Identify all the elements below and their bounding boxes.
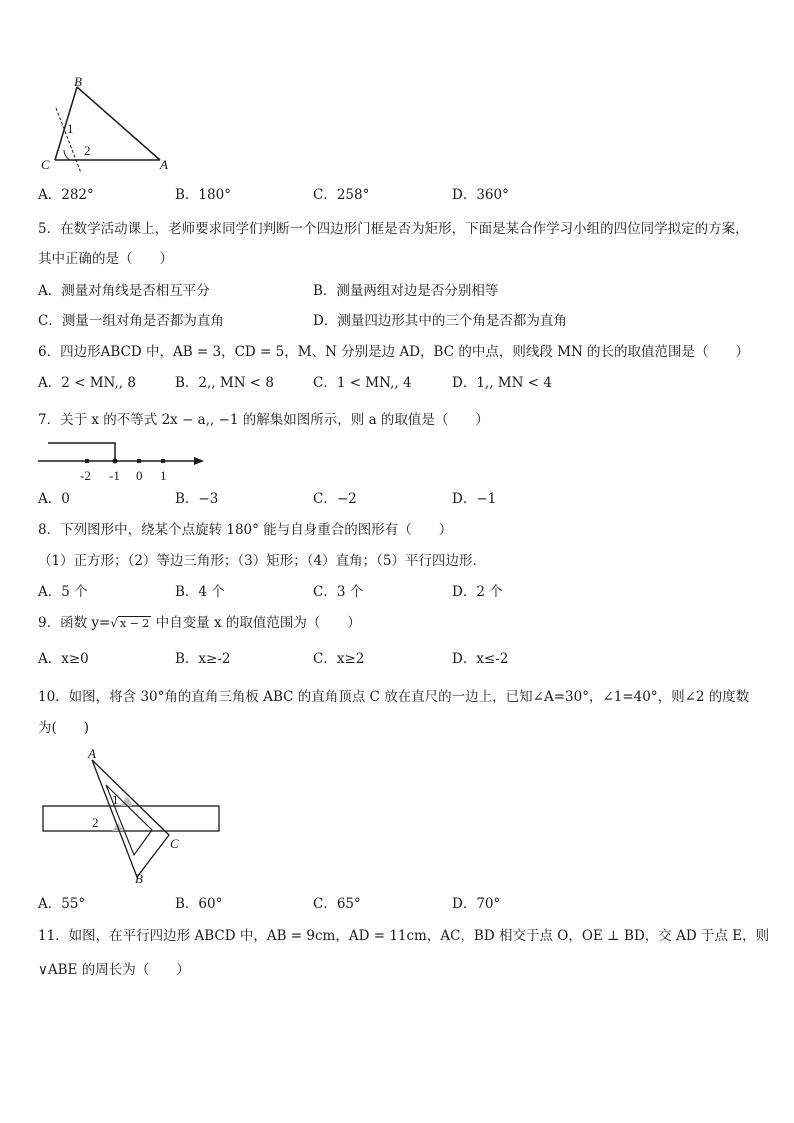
triangle-outer [92, 760, 169, 877]
q11-stem-line2: ∨ABE 的周长为（ ） [38, 962, 190, 978]
q10-stem-line2: 为( ) [38, 720, 90, 736]
label-b: B [135, 871, 143, 886]
label-angle-2: 2 [92, 815, 99, 830]
angle-arc [64, 150, 70, 160]
q10-option-c: C．65° [313, 896, 361, 912]
label-angle-1: 1 [112, 792, 119, 807]
q9-option-d: D．x≤-2 [452, 651, 509, 667]
label-a: A [88, 746, 96, 761]
q6-option-b: B．2,, MN < 8 [175, 375, 275, 391]
q9-stem-pre: 9．函数 y= [38, 615, 111, 631]
label-angle-2: 2 [84, 143, 91, 158]
tick-label: 0 [136, 468, 143, 483]
q7-option-b: B．−3 [175, 491, 219, 507]
q9-stem: 9．函数 y=√ x − 2 中自变量 x 的取值范围为（ ） [38, 615, 361, 631]
tick-label: -2 [80, 468, 91, 483]
q9-option-c: C．x≥2 [313, 651, 365, 667]
q8-option-c: C．3 个 [313, 584, 364, 600]
q5-option-b: B．测量两组对边是否分别相等 [313, 283, 499, 299]
label-b: B [74, 74, 82, 89]
q10-ruler-triangle-figure [42, 745, 227, 890]
label-c: C [170, 836, 179, 851]
tick-mark [85, 459, 89, 463]
label-angle-1: 1 [67, 121, 74, 136]
q10-option-b: B．60° [175, 896, 223, 912]
q7-option-d: D．−1 [452, 491, 497, 507]
q5-stem-line1: 5．在数学活动课上，老师要求同学们判断一个四边形门框是否为矩形，下面是某合作学习小组的四位同学拟定的方案， [38, 221, 749, 237]
q4-option-a: A．282° [38, 187, 94, 203]
q8-option-d: D．2 个 [452, 584, 503, 600]
q9-stem-post: 中自变量 x 的取值范围为（ ） [151, 615, 361, 631]
q9-option-a: A．x≥0 [38, 651, 89, 667]
q6-stem: 6．四边形ABCD 中，AB = 3，CD = 5，M、N 分别是边 AD，BC 的中点，则线段 MN 的长的取值范围是（ ） [38, 344, 750, 360]
q6-option-d: D．1,, MN < 4 [452, 375, 552, 391]
solution-bracket [48, 443, 115, 461]
q5-option-a: A．测量对角线是否相互平分 [38, 283, 210, 299]
number-line-arrow [194, 457, 204, 465]
tick-mark [161, 459, 165, 463]
side-bc [55, 87, 77, 160]
q4-option-b: B．180° [175, 187, 231, 203]
q10-option-d: D．70° [452, 896, 501, 912]
tick-label: -1 [109, 468, 120, 483]
q11-stem-line1: 11．如图，在平行四边形 ABCD 中，AB = 9cm，AD = 11cm，AC，BD 相交于点 O，OE ⊥ BD，交 AD 于点 E，则 [38, 928, 770, 944]
q8-stem: 8．下列图形中，绕某个点旋转 180° 能与自身重合的图形有（ ） [38, 522, 453, 538]
q5-option-c: C．测量一组对角是否都为直角 [38, 313, 224, 329]
q9-radicand: x − 2 [119, 617, 150, 630]
q4-option-d: D．360° [452, 187, 509, 203]
q10-option-a: A．55° [38, 896, 86, 912]
q10-stem-line1: 10．如图，将含 30°角的直角三角板 ABC 的直角顶点 C 放在直尺的一边上，已知∠A=30°，∠1=40°，则∠2 的度数 [38, 689, 750, 705]
label-c: C [41, 157, 50, 172]
q7-option-c: C．−2 [313, 491, 357, 507]
q7-stem: 7．关于 x 的不等式 2x − a,, −1 的解集如图所示，则 a 的取值是（ ） [38, 412, 489, 428]
q4-triangle-figure [38, 74, 178, 173]
q8-items: （1）正方形；（2）等边三角形；（3）矩形；（4）直角；（5）平行四边形． [38, 553, 486, 569]
q8-option-a: A．5 个 [38, 584, 88, 600]
label-a: A [160, 157, 168, 172]
q8-option-b: B．4 个 [175, 584, 225, 600]
q9-option-b: B．x≥-2 [175, 651, 231, 667]
q6-option-c: C．1 < MN,, 4 [313, 375, 412, 391]
q5-stem-line2: 其中正确的是（ ） [38, 251, 173, 267]
q7-number-line-figure [38, 438, 208, 486]
q5-option-d: D．测量四边形其中的三个角是否都为直角 [313, 313, 567, 329]
q7-option-a: A．0 [38, 491, 70, 507]
solution-endpoint [113, 459, 118, 464]
tick-mark [137, 459, 141, 463]
q4-option-c: C．258° [313, 187, 370, 203]
tick-label: 1 [160, 468, 167, 483]
q6-option-a: A．2 < MN,, 8 [38, 375, 136, 391]
